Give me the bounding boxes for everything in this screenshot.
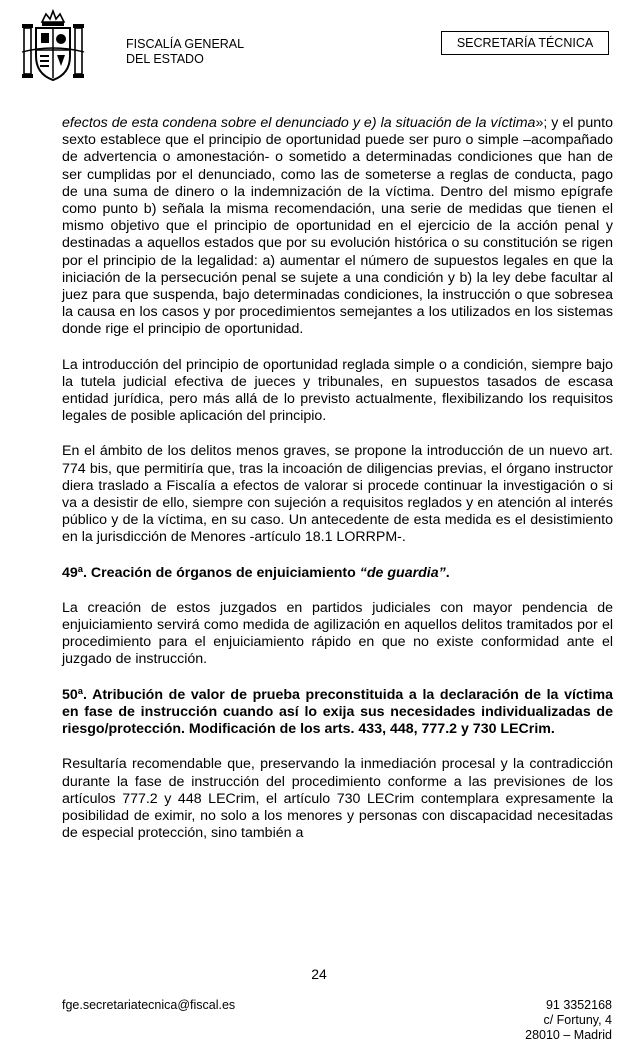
organization-name-line1: FISCALÍA GENERAL xyxy=(126,37,245,51)
footer-address-line2: 28010 – Madrid xyxy=(525,1028,612,1042)
section-heading-49-text: 49ª. Creación de órganos de enjuiciamiento xyxy=(62,564,360,581)
footer-email: fge.secretariatecnica@fiscal.es xyxy=(62,998,236,1012)
section-heading-49-italic: “de guardia” xyxy=(359,564,446,581)
paragraph-2: La introducción del principio de oportunidad reglada simple o a condición, siempre bajo la tutela judicial efectiva de jueces y tribunales, en supuestos tasados de escasa entidad jurídica, pero más allá de lo previsto actualmente, flexibilizando los requisitos legales de posible aplicación del principio. xyxy=(62,356,613,425)
paragraph-1 xyxy=(62,115,613,339)
paragraph-1-text: »; y el punto sexto establece que el principio de oportunidad puede ser puro o simple –acompañado de advertencia o amonestación- o sometido a determinadas condiciones que han de ser cumplidas por el denunciado, como las de someterse a reglas de conducta, pago de una suma de dinero o la indemnización de la víctima. Dentro del mismo epígrafe como punto b) señala la misma recomendación, una serie de medidas que tienen el mismo objetivo que el principio de oportunidad en el ejercicio de la acción penal y destinadas a aquellos estados que por su evolución histórica o su constitución se rigen por el principio de la legalidad: a) aumentar el número de supuestos legales en que la iniciación de la persecución penal se sujete a una condición y b) la ley debe facultar al juez para que suspenda, bajo determinadas condiciones, la instrucción o que sobresea la causa en los casos y por procedimientos semejantes a los utilizados en los sistemas donde rige el principio de oportunidad. xyxy=(62,115,613,338)
section-heading-50: 50ª. Atribución de valor de prueba preconstituida a la declaración de la víctima en fase de instrucción cuando así lo exija sus necesidades individualizadas de riesgo/protección. Modificación de los arts. 433, 448, 777.2 y 730 LECrim. xyxy=(62,686,613,738)
organization-name-line2: DEL ESTADO xyxy=(126,52,204,66)
footer-phone: 91 3352168 xyxy=(545,998,612,1012)
paragraph-1-italic: efectos de esta condena sobre el denunciado y e) la situación de la víctima xyxy=(62,115,536,131)
department-box: SECRETARÍA TÉCNICA xyxy=(441,31,609,55)
document-body xyxy=(62,115,613,860)
section-heading-49 xyxy=(62,565,613,582)
paragraph-4: La creación de estos juzgados en partidos judiciales con mayor pendencia de enjuiciamiento servirá como medida de agilización en aquellos delitos tramitados por el procedimiento para el enjuiciamiento rápido en que no existe conformidad ante el juzgado de instrucción. xyxy=(62,599,613,668)
section-heading-49-end: . xyxy=(445,564,450,581)
organization-name xyxy=(126,37,244,67)
paragraph-3: En el ámbito de los delitos menos graves, se propone la introducción de un nuevo art. 774 bis, que permitiría que, tras la incoación de diligencias previas, el órgano instructor diera traslado a Fiscalía a efectos de valorar si procede continuar la investigación o si va a desistir de ello, siempre con sujeción a requisitos reglados y en atención al interés público y de la víctima, en su caso. Un antecedente de esta medida es el desistimiento en la jurisdicción de Menores -artículo 18.1 LORRPM-. xyxy=(62,443,613,546)
footer-address-line1: c/ Fortuny, 4 xyxy=(543,1013,612,1027)
paragraph-5: Resultaría recomendable que, preservando la inmediación procesal y la contradicción durante la fase de instrucción del procedimiento conforme a las previsiones de los artículos 777.2 y 448 LECrim, el artículo 730 LECrim contemplara expresamente la posibilidad de eximir, no solo a los menores y personas con discapacidad necesitadas de especial protección, sino también a xyxy=(62,756,613,842)
footer-contact xyxy=(525,998,612,1043)
page-number: 24 xyxy=(311,966,327,982)
coat-of-arms-spain-icon xyxy=(20,8,86,84)
